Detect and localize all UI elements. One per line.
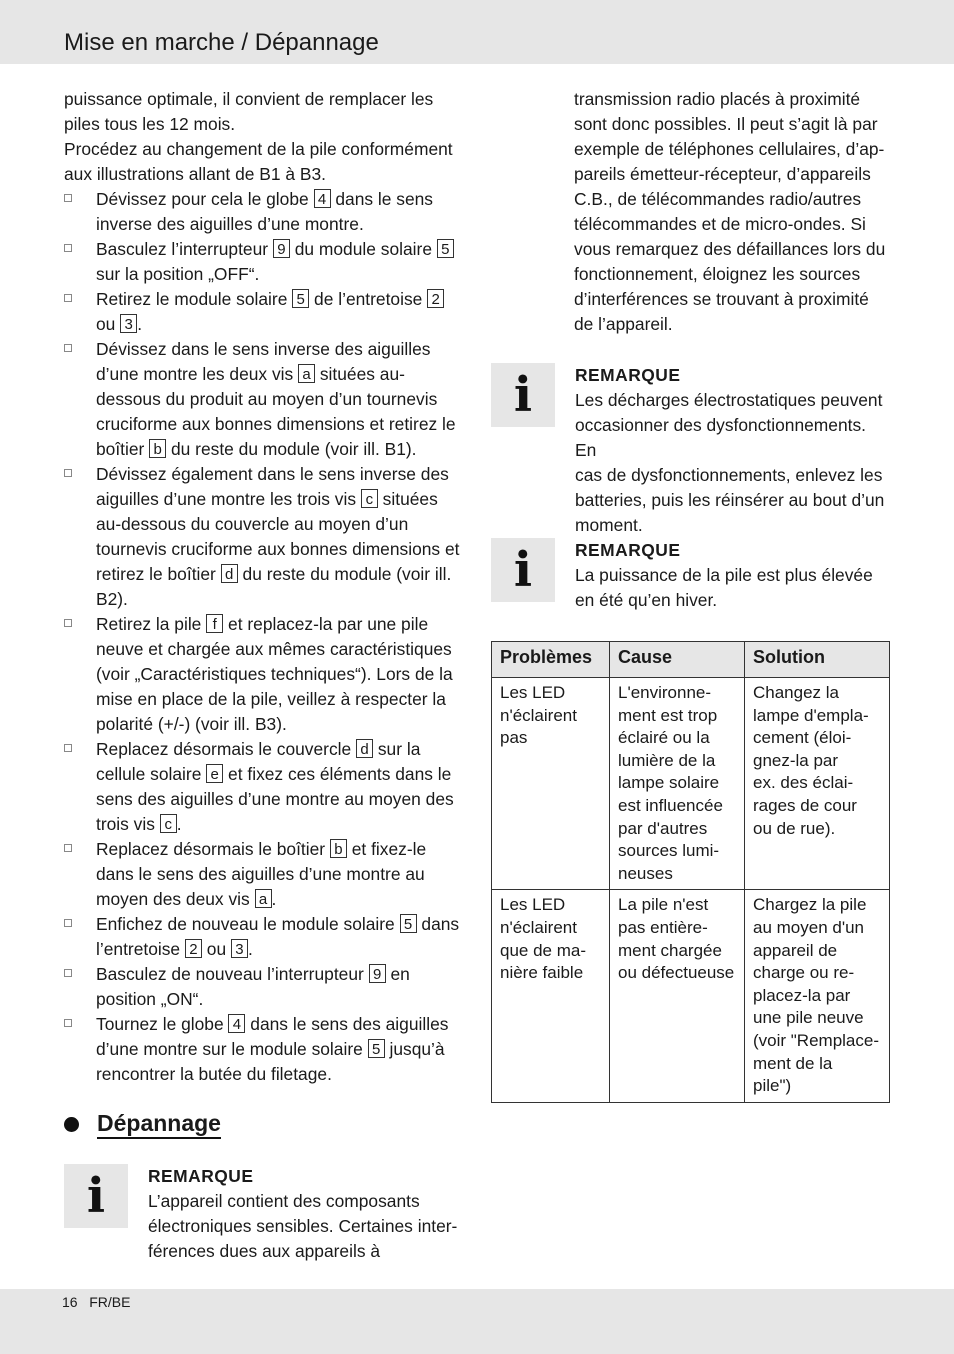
part-reference: 5 xyxy=(400,914,417,933)
cell-line: ou de rue). xyxy=(753,818,836,838)
part-reference: 5 xyxy=(368,1039,385,1058)
cell-line: ment chargée xyxy=(618,940,722,960)
square-bullet-icon xyxy=(64,919,72,927)
step-item xyxy=(64,337,464,462)
step-text: de l’entretoise xyxy=(309,289,428,309)
square-bullet-icon xyxy=(64,744,72,752)
note-line: cas de dysfonctionnements, enlevez les xyxy=(575,465,883,485)
step-item xyxy=(64,1012,464,1087)
step-item xyxy=(64,962,464,1012)
square-bullet-icon xyxy=(64,1019,72,1027)
text-line: transmission radio placés à proximité xyxy=(574,89,861,109)
square-bullet-icon xyxy=(64,844,72,852)
text-line: pareils émetteur-récepteur, d’appareils xyxy=(574,164,871,184)
cell-line: cement (éloi- xyxy=(753,728,852,748)
note-line: en été qu’en hiver. xyxy=(575,590,718,610)
text-line: de l’appareil. xyxy=(574,314,673,334)
steps-list xyxy=(64,187,464,1087)
column-header: Problèmes xyxy=(492,642,610,678)
step-text: Retirez la pile xyxy=(96,614,207,634)
text-line: d’interférences se trouvant à proximité xyxy=(574,289,869,309)
info-icon: i xyxy=(491,538,555,602)
cell-line: lampe solaire xyxy=(618,773,720,793)
step-text: Replacez désormais le boîtier xyxy=(96,839,330,859)
part-reference: c xyxy=(160,814,177,833)
cell-line: neuses xyxy=(618,863,673,883)
page-number: 16 xyxy=(62,1294,78,1310)
note-line: occasionner des dysfonctionnements. En xyxy=(575,415,866,460)
language-code: FR/BE xyxy=(89,1294,131,1310)
square-bullet-icon xyxy=(64,244,72,252)
note-line: L’appareil contient des composants xyxy=(148,1191,420,1211)
step-text: Tournez le globe xyxy=(96,1014,229,1034)
part-reference: a xyxy=(255,889,272,908)
part-reference: a xyxy=(298,364,315,383)
cell-line: au moyen d'un xyxy=(753,917,864,937)
cell-line: est influencée xyxy=(618,795,723,815)
step-item xyxy=(64,462,464,612)
intro-paragraph-1: puissance optimale, il convient de remplacer les piles tous les 12 mois. xyxy=(64,89,434,134)
part-reference: 2 xyxy=(185,939,202,958)
table-cell xyxy=(610,678,745,890)
step-text: jusqu’à rencontrer la butée du filetage. xyxy=(96,1039,445,1084)
cell-line: appareil de xyxy=(753,940,838,960)
part-reference: 9 xyxy=(273,239,290,258)
table-header-row xyxy=(492,642,890,678)
cell-line: ment est trop xyxy=(618,705,718,725)
step-text: du module solaire xyxy=(289,239,437,259)
page-title: Mise en marche / Dépannage xyxy=(64,29,379,56)
cell-line: ou défectueuse xyxy=(618,963,735,983)
note-line: La puissance de la pile est plus élevée xyxy=(575,565,873,585)
right-column-text xyxy=(574,87,894,337)
square-bullet-icon xyxy=(64,469,72,477)
part-reference: f xyxy=(206,614,223,633)
cell-line: lumière de la xyxy=(618,750,716,770)
step-text: et fixez ces éléments dans le sens des aiguilles d’une montre au moyen des trois vis xyxy=(96,764,454,834)
cell-line: une pile neuve xyxy=(753,1008,864,1028)
part-reference: 3 xyxy=(231,939,248,958)
square-bullet-icon xyxy=(64,194,72,202)
step-item xyxy=(64,612,464,737)
step-text: Dévissez dans le sens inverse des aiguilles d’une montre les deux vis xyxy=(96,339,431,384)
step-text: sur la cellule solaire xyxy=(96,739,421,784)
note-title: REMARQUE xyxy=(575,540,681,560)
part-reference: 4 xyxy=(228,1014,245,1033)
part-reference: d xyxy=(221,564,238,583)
cell-line: Changez la xyxy=(753,683,840,702)
step-item xyxy=(64,912,464,962)
square-bullet-icon xyxy=(64,619,72,627)
column-header: Solution xyxy=(745,642,890,678)
part-reference: 2 xyxy=(427,289,444,308)
step-text: du reste du module (voir ill. B1). xyxy=(166,439,417,459)
cell-line: ex. des éclai- xyxy=(753,773,854,793)
cell-line: n'éclairent xyxy=(500,705,577,725)
step-text: Retirez le module solaire xyxy=(96,289,293,309)
page-header xyxy=(0,0,954,64)
part-reference: b xyxy=(149,439,166,458)
table-cell xyxy=(492,678,610,890)
part-reference: 9 xyxy=(369,964,386,983)
step-text: Basculez de nouveau l’interrupteur xyxy=(96,964,369,984)
step-text: ou xyxy=(201,939,231,959)
step-item xyxy=(64,187,464,237)
cell-line: sources lumi- xyxy=(618,841,720,861)
note-box xyxy=(491,363,891,535)
cell-line: pas entière- xyxy=(618,917,708,937)
troubleshooting-table xyxy=(491,641,890,1103)
part-reference: 5 xyxy=(437,239,454,258)
table-row xyxy=(492,678,890,890)
step-text: Enfichez de nouveau le module solaire xyxy=(96,914,400,934)
step-text: Dévissez également dans le sens inverse des aiguilles d’une montre les trois vis xyxy=(96,464,449,509)
text-line: télécommandes et de micro-ondes. Si xyxy=(574,214,866,234)
note-line: moment. xyxy=(575,515,643,535)
cell-line: Chargez la pile xyxy=(753,895,867,915)
table-cell xyxy=(492,890,610,1102)
cell-line: ment de la xyxy=(753,1053,833,1073)
note-title: REMARQUE xyxy=(575,365,681,385)
cell-line: lampe d'empla- xyxy=(753,705,869,725)
table-cell xyxy=(745,678,890,890)
text-line: vous remarquez des défaillances lors du xyxy=(574,239,886,259)
square-bullet-icon xyxy=(64,344,72,352)
step-item xyxy=(64,737,464,837)
step-item xyxy=(64,237,464,287)
left-column xyxy=(64,87,464,1087)
part-reference: d xyxy=(356,739,373,758)
part-reference: 5 xyxy=(292,289,309,308)
step-text: . xyxy=(137,314,143,334)
step-text: et fixez-le dans le sens des aiguilles d’une montre au moyen des deux vis xyxy=(96,839,427,909)
cell-line: L'environne- xyxy=(618,683,712,702)
bullet-dot-icon xyxy=(64,1117,79,1132)
part-reference: e xyxy=(206,764,223,783)
part-reference: 4 xyxy=(314,189,331,208)
text-line: sont donc possibles. Il peut s’agit là par xyxy=(574,114,878,134)
info-icon: i xyxy=(64,1164,128,1228)
cell-line: pile") xyxy=(753,1076,792,1096)
step-item xyxy=(64,837,464,912)
step-text: . xyxy=(176,814,182,834)
cell-line: éclairé ou la xyxy=(618,728,710,748)
square-bullet-icon xyxy=(64,294,72,302)
step-text: situées au-dessous du couvercle au moyen d’un tournevis cruciforme aux bonnes dimensions et retirez le boîtier xyxy=(96,489,460,584)
cell-line: (voir "Remplace- xyxy=(753,1030,880,1050)
step-text: Basculez l’interrupteur xyxy=(96,239,273,259)
cell-line: que de ma- xyxy=(500,940,586,960)
note-line: Les décharges électrostatiques peuvent xyxy=(575,390,883,410)
step-text: dans le sens des aiguilles d’une montre sur le module solaire xyxy=(96,1014,449,1059)
note-box xyxy=(491,538,891,618)
section-title: Dépannage xyxy=(97,1109,221,1139)
step-text: sur la position „OFF“. xyxy=(96,264,260,284)
step-text: dans l’entretoise xyxy=(96,914,460,959)
note-title: REMARQUE xyxy=(148,1166,254,1186)
part-reference: c xyxy=(361,489,378,508)
square-bullet-icon xyxy=(64,969,72,977)
cell-line: La pile n'est xyxy=(618,895,709,915)
step-text: du reste du module (voir ill. B2). xyxy=(96,564,452,609)
step-text: ou xyxy=(96,314,121,334)
table-cell xyxy=(745,890,890,1102)
cell-line: nière faible xyxy=(500,963,584,983)
step-text: situées au-dessous du produit au moyen d’un tournevis cruciforme aux bonnes dimensions et retirez le boîtier xyxy=(96,364,456,459)
info-icon: i xyxy=(491,363,555,427)
text-line: exemple de téléphones cellulaires, d’ap- xyxy=(574,139,885,159)
cell-line: gnez-la par xyxy=(753,750,839,770)
table-body xyxy=(492,678,890,1103)
note-line: batteries, puis les réinsérer au bout d’un xyxy=(575,490,885,510)
step-text: . xyxy=(247,939,253,959)
part-reference: b xyxy=(330,839,347,858)
step-text: Replacez désormais le couvercle xyxy=(96,739,357,759)
step-text: et replacez-la par une pile neuve et chargée aux mêmes caractéristiques (voir „Caractéristiques techniques“). Lors de la mise en place de la pile, veillez à respecter la polarité (+/-) (voir ill. B3). xyxy=(96,614,453,734)
cell-line: rages de cour xyxy=(753,795,857,815)
step-item xyxy=(64,287,464,337)
page-footer xyxy=(0,1289,954,1354)
note-line: électroniques sensibles. Certaines inter- xyxy=(148,1216,458,1236)
text-line: fonctionnement, éloignez les sources xyxy=(574,264,861,284)
step-text: dans le sens inverse des aiguilles d’une montre. xyxy=(96,189,433,234)
cell-line: Les LED xyxy=(500,895,566,915)
table-cell xyxy=(610,890,745,1102)
cell-line: Les LED xyxy=(500,683,566,702)
part-reference: 3 xyxy=(120,314,137,333)
note-box xyxy=(64,1164,464,1264)
cell-line: n'éclairent xyxy=(500,917,577,937)
cell-line: placez-la par xyxy=(753,985,851,1005)
cell-line: par d'autres xyxy=(618,818,708,838)
cell-line: pas xyxy=(500,728,528,748)
column-header: Cause xyxy=(610,642,745,678)
cell-line: charge ou re- xyxy=(753,963,855,983)
section-heading xyxy=(64,1109,221,1139)
step-text: Dévissez pour cela le globe xyxy=(96,189,314,209)
note-line: férences dues aux appareils à xyxy=(148,1241,381,1261)
text-line: C.B., de télécommandes radio/autres xyxy=(574,189,862,209)
step-text: en position „ON“. xyxy=(96,964,410,1009)
step-text: . xyxy=(271,889,277,909)
table-row xyxy=(492,890,890,1102)
intro-paragraph-2: Procédez au changement de la pile conformément aux illustrations allant de B1 à B3. xyxy=(64,139,453,184)
